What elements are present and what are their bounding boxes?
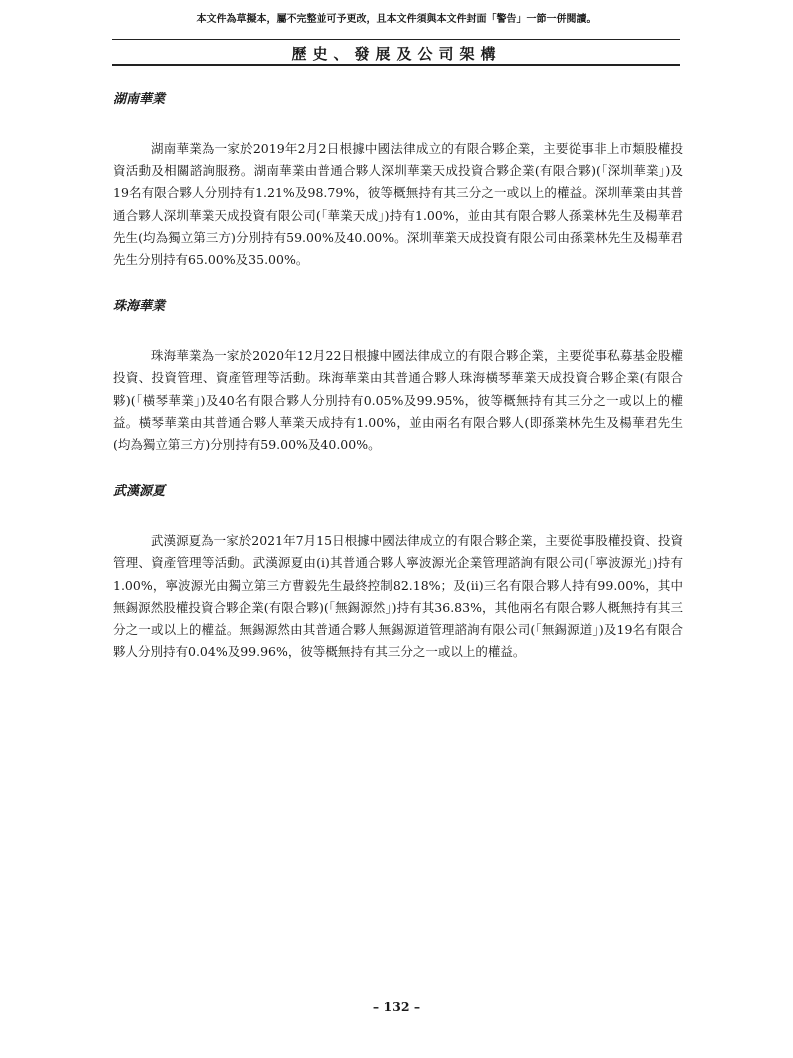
section-wuhan-yuanxia <box>113 482 683 663</box>
header-top-rule <box>112 39 680 40</box>
section-hunan-huaye <box>113 90 683 271</box>
header-bottom-rule <box>112 64 680 66</box>
section-paragraph: 珠海華業為一家於2020年12月22日根據中國法律成立的有限合夥企業，主要從事私募基金股權投資、投資管理、資產管理等活動。珠海華業由其普通合夥人珠海橫琴華業天成投資合夥企業(有限合夥)(「橫琴華業」)及40名有限合夥人分別持有0.05%及99.95%，彼等概無持有其三分之一或以上的權益。橫琴華業由其普通合夥人華業天成持有1.00%，並由兩名有限合夥人(即孫業林先生及楊華君先生(均為獨立第三方)分別持有59.00%及40.00%。 <box>113 348 683 453</box>
section-paragraph: 湖南華業為一家於2019年2月2日根據中國法律成立的有限合夥企業，主要從事非上市類股權投資活動及相關諮詢服務。湖南華業由普通合夥人深圳華業天成投資合夥企業(有限合夥)(「深圳華業」)及19名有限合夥人分別持有1.21%及98.79%，彼等概無持有其三分之一或以上的權益。深圳華業由其普通合夥人深圳華業天成投資有限公司(「華業天成」)持有1.00%，並由其有限合夥人孫業林先生及楊華君先生(均為獨立第三方)分別持有59.00%及40.00%。深圳華業天成投資有限公司由孫業林先生及楊華君先生分別持有65.00%及35.00%。 <box>113 141 683 268</box>
section-heading: 武漢源夏 <box>113 484 166 500</box>
page-number: – 132 – <box>372 999 421 1014</box>
section-heading: 珠海華業 <box>113 299 166 315</box>
section-heading: 湖南華業 <box>113 92 166 107</box>
draft-notice: 本文件為草擬本，屬不完整並可予更改，且本文件須與本文件封面「警告」一節一併閱讀。 <box>196 14 597 25</box>
section-paragraph: 武漢源夏為一家於2021年7月15日根據中國法律成立的有限合夥企業，主要從事股權投資、投資管理、資產管理等活動。武漢源夏由(i)其普通合夥人寧波源光企業管理諮詢有限公司(「寧波源光」)持有1.00%，寧波源光由獨立第三方曹毅先生最終控制82.18%；及(ii)三名有限合夥人持有99.00%，其中無錫源然股權投資合夥企業(有限合夥)(「無錫源然」)持有其36.83%，其他兩名有限合夥人概無持有其三分之一或以上的權益。無錫源然由其普通合夥人無錫源道管理諮詢有限公司(「無錫源道」)及19名有限合夥人分別持有0.04%及99.96%，彼等概無持有其三分之一或以上的權益。 <box>113 533 683 660</box>
document-body <box>113 90 683 689</box>
section-zhuhai-huaye <box>113 297 683 456</box>
chapter-title: 歷史、發展及公司架構 <box>291 45 502 63</box>
